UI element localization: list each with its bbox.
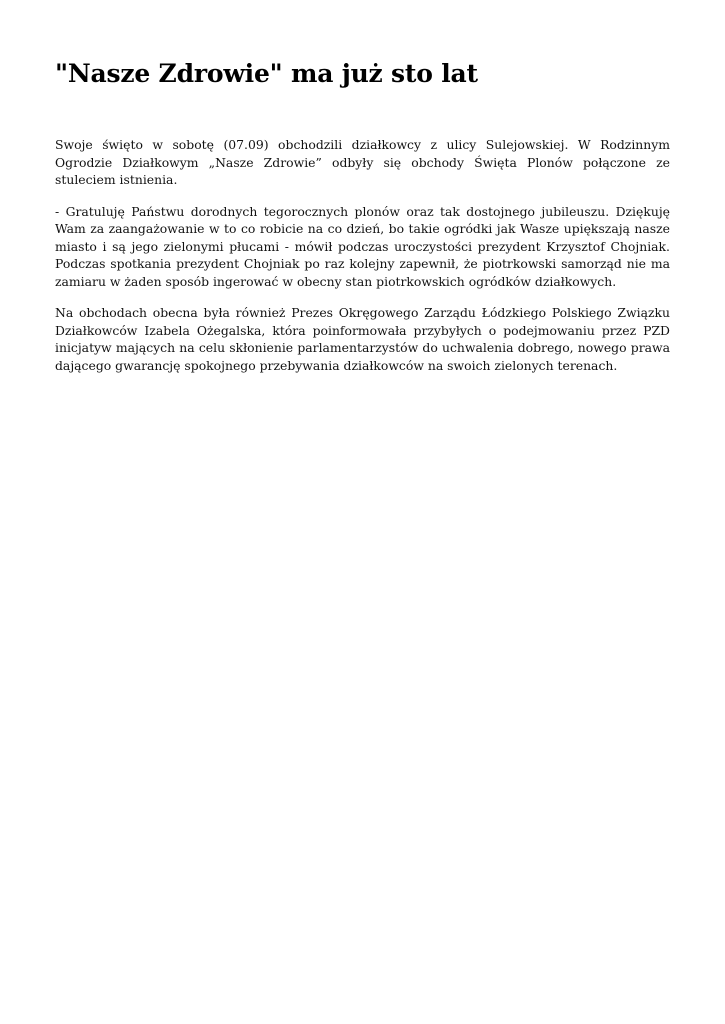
article-paragraph: Na obchodach obecna była również Prezes Okręgowego Zarządu Łódzkiego Polskiego Związku Działkowców Izabela Ożegalska, która poinformowała przybyłych o podejmowaniu przez PZD inicjatyw mających na celu skłonienie parlamentarzystów do uchwalenia dobrego, nowego prawa dającego gwarancję spokojnego przebywania działkowców na swoich zielonych terenach.	[55, 305, 670, 373]
article-paragraph: - Gratuluję Państwu dorodnych tegorocznych plonów oraz tak dostojnego jubileuszu. Dziękuję Wam za zaangażowanie w to co robicie na co dzień, bo takie ogródki jak Wasze upiększają nasze miasto i są jego zielonymi płucami - mówił podczas uroczystości prezydent Krzysztof Chojniak. Podczas spotkania prezydent Chojniak po raz kolejny zapewnił, że piotrkowski samorząd nie ma zamiaru w żaden sposób ingerować w obecny stan piotrkowskich ogródków działkowych.	[55, 203, 670, 289]
article-body	[55, 136, 670, 374]
article-paragraph: Swoje święto w sobotę (07.09) obchodzili działkowcy z ulicy Sulejowskiej. W Rodzinnym Ogrodzie Działkowym „Nasze Zdrowie” odbyły się obchody Święta Plonów połączone ze stuleciem istnienia.	[55, 137, 670, 187]
article-title: "Nasze Zdrowie" ma już sto lat	[55, 59, 478, 88]
